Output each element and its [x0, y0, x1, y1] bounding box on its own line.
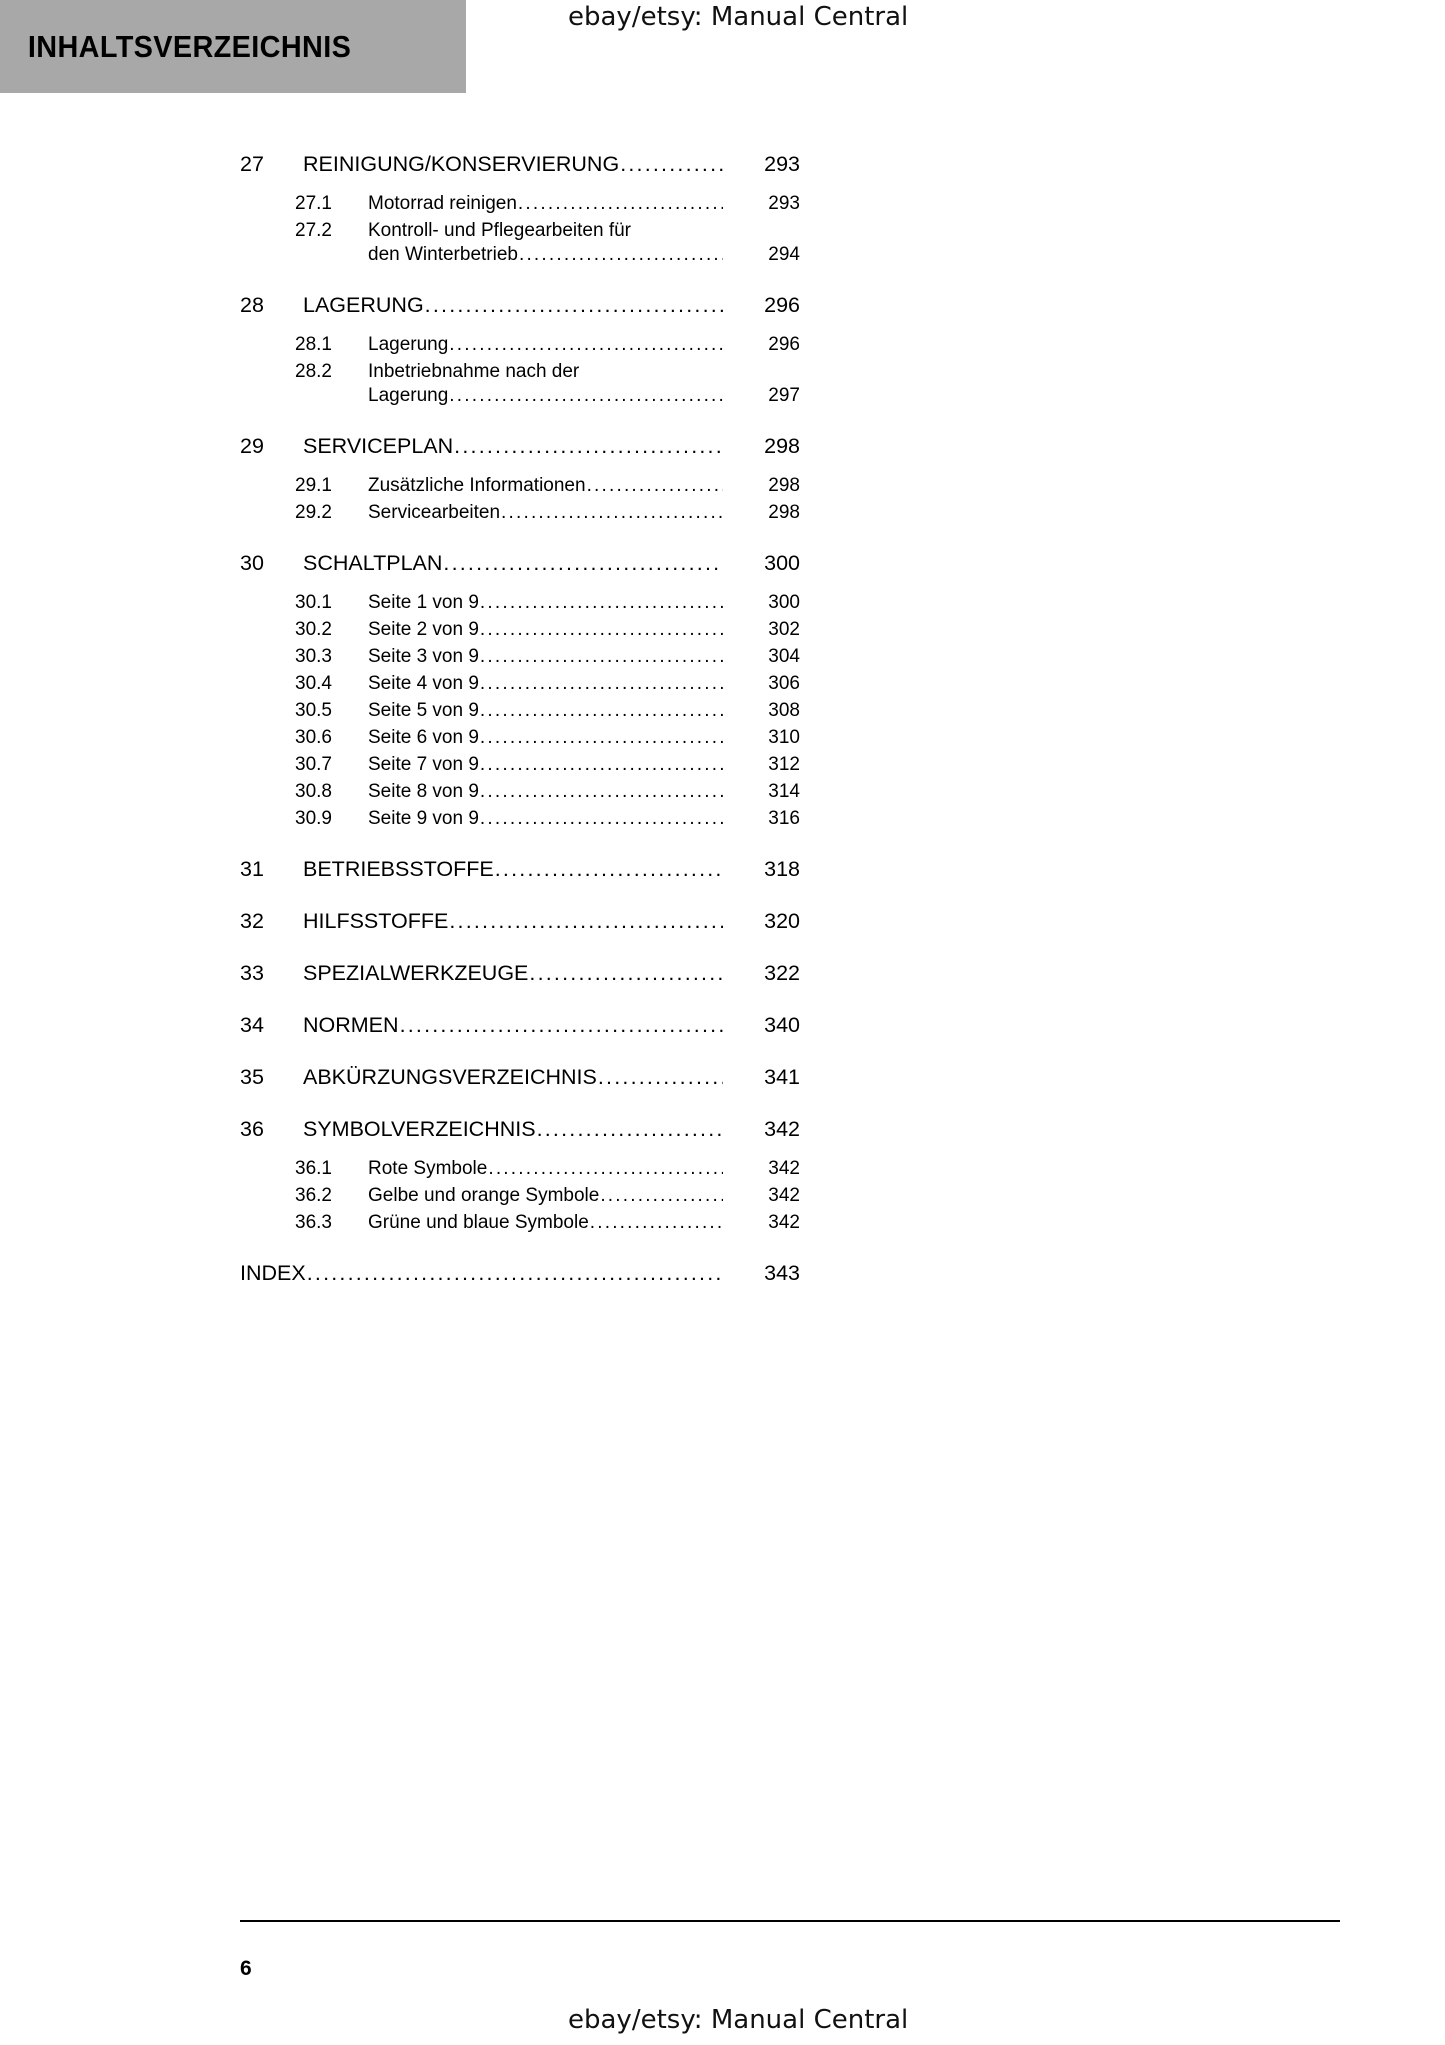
toc-leader-dots: [449, 385, 723, 407]
toc-section-row[interactable]: [0, 754, 800, 776]
toc-entry-body: [303, 1065, 800, 1090]
toc-leader-dots: [529, 961, 723, 986]
toc-entry-number: 28.2: [295, 361, 332, 382]
page-header: [0, 0, 1445, 100]
toc-chapter-row[interactable]: [0, 1065, 800, 1090]
toc-section-row[interactable]: [0, 193, 800, 215]
toc-entry-line: [368, 361, 800, 383]
toc-entry-title: NORMEN: [303, 1013, 399, 1037]
toc-section-row[interactable]: [0, 808, 800, 830]
toc-leader-dots: [307, 1261, 723, 1286]
page-title: INHALTSVERZEICHNIS: [27, 28, 352, 64]
toc-entry-title-continued: den Winterbetrieb: [368, 244, 518, 265]
toc-entry-line: [368, 502, 800, 524]
toc-entry-number: 27: [240, 152, 264, 176]
toc-entry-body: [368, 727, 800, 749]
toc-entry-number: 30.9: [295, 808, 332, 829]
toc-entry-page-number: 314: [768, 781, 800, 802]
toc-entry-title: Servicearbeiten: [368, 502, 501, 523]
toc-entry-number: 30.8: [295, 781, 332, 802]
toc-entry-line: [368, 727, 800, 749]
toc-entry-number: 32: [240, 909, 264, 933]
toc-entry-line: [303, 434, 800, 459]
toc-entry-page-number: 342: [768, 1158, 800, 1179]
toc-entry-page-number: 304: [768, 646, 800, 667]
toc-entry-page-number: 308: [768, 700, 800, 721]
toc-entry-title: Gelbe und orange Symbole: [368, 1185, 600, 1206]
toc-leader-dots: [488, 1158, 723, 1180]
toc-entry-page-number: 343: [764, 1261, 800, 1285]
toc-entry-page-number: 302: [768, 619, 800, 640]
toc-entry-page-number: 293: [764, 152, 800, 176]
toc-entry-line: [368, 673, 800, 695]
toc-section-row[interactable]: [0, 592, 800, 614]
toc-entry-number: 30.5: [295, 700, 332, 721]
toc-chapter-row[interactable]: [0, 857, 800, 882]
toc-entry-title: Rote Symbole: [368, 1158, 488, 1179]
toc-leader-dots: [480, 808, 723, 830]
toc-entry-title: HILFSSTOFFE: [303, 909, 449, 933]
toc-entry-line: [303, 1117, 800, 1142]
toc-entry-body: [240, 1261, 800, 1286]
toc-chapter-row[interactable]: [0, 551, 800, 576]
toc-entry-page-number: 342: [764, 1117, 800, 1141]
toc-entry-title: REINIGUNG/KONSERVIERUNG: [303, 152, 620, 176]
toc-entry-page-number: 297: [768, 385, 800, 406]
toc-leader-dots: [480, 619, 723, 641]
toc-entry-number: 30.7: [295, 754, 332, 775]
toc-entry-page-number: 312: [768, 754, 800, 775]
toc-entry-number: 33: [240, 961, 264, 985]
toc-entry-body: [368, 754, 800, 776]
toc-entry-title: Seite 4 von 9: [368, 673, 479, 694]
toc-entry-page-number: 306: [768, 673, 800, 694]
toc-entry-line: [368, 700, 800, 722]
toc-section-row[interactable]: [0, 673, 800, 695]
toc-entry-title: Seite 2 von 9: [368, 619, 479, 640]
toc-entry-line: [368, 193, 800, 215]
toc-leader-dots: [480, 646, 723, 668]
toc-entry-number: 28: [240, 293, 264, 317]
toc-entry-body: [368, 475, 800, 497]
toc-entry-title: Seite 7 von 9: [368, 754, 479, 775]
toc-entry-title: Seite 1 von 9: [368, 592, 479, 613]
toc-chapter-row[interactable]: [0, 909, 800, 934]
toc-entry-title: SPEZIALWERKZEUGE: [303, 961, 529, 985]
toc-entry-line: [368, 475, 800, 497]
toc-entry-page-number: 320: [764, 909, 800, 933]
toc-entry-line: [368, 646, 800, 668]
footer-page-number: 6: [240, 1957, 252, 1980]
toc-entry-number: 29.2: [295, 502, 332, 523]
toc-chapter-row[interactable]: [0, 1013, 800, 1038]
toc-entry-page-number: 318: [764, 857, 800, 881]
toc-entry-body: [303, 1013, 800, 1038]
toc-entry-body: [303, 1117, 800, 1142]
table-of-contents: [0, 152, 1445, 1286]
toc-section-row[interactable]: [0, 334, 800, 356]
toc-entry-number: 30: [240, 551, 264, 575]
toc-leader-dots: [495, 857, 723, 882]
toc-entry-body: [368, 220, 800, 266]
toc-entry-page-number: 342: [768, 1185, 800, 1206]
toc-entry-body: [368, 502, 800, 524]
toc-entry-body: [368, 1158, 800, 1180]
toc-entry-page-number: 310: [768, 727, 800, 748]
toc-entry-body: [368, 781, 800, 803]
toc-entry-title: INDEX: [240, 1261, 306, 1285]
toc-entry-line: [368, 781, 800, 803]
footer-divider: [240, 1920, 1340, 1922]
toc-entry-number: 29: [240, 434, 264, 458]
toc-entry-line: [240, 1261, 800, 1286]
toc-entry-body: [368, 334, 800, 356]
toc-section-row[interactable]: [0, 361, 800, 407]
toc-leader-dots: [449, 909, 723, 934]
toc-entry-page-number: 316: [768, 808, 800, 829]
toc-chapter-row[interactable]: [0, 152, 800, 177]
toc-entry-title: Seite 8 von 9: [368, 781, 479, 802]
toc-leader-dots: [443, 551, 723, 576]
toc-leader-dots: [519, 244, 723, 266]
toc-entry-line: [368, 334, 800, 356]
toc-entry-body: [303, 961, 800, 986]
toc-entry-body: [303, 434, 800, 459]
toc-entry-body: [368, 193, 800, 215]
toc-entry-number: 30.2: [295, 619, 332, 640]
toc-entry-body: [303, 857, 800, 882]
toc-section-row[interactable]: [0, 1185, 800, 1207]
toc-leader-dots: [518, 193, 723, 215]
toc-entry-title: SCHALTPLAN: [303, 551, 443, 575]
toc-leader-dots: [480, 673, 723, 695]
toc-entry-title: SYMBOLVERZEICHNIS: [303, 1117, 536, 1141]
toc-section-row[interactable]: [0, 619, 800, 641]
toc-entry-title: SERVICEPLAN: [303, 434, 454, 458]
toc-section-row[interactable]: [0, 781, 800, 803]
toc-entry-number: 30.3: [295, 646, 332, 667]
toc-entry-title: Seite 9 von 9: [368, 808, 479, 829]
toc-entry-line: [303, 551, 800, 576]
toc-entry-page-number: 294: [768, 244, 800, 265]
toc-chapter-row[interactable]: [0, 1117, 800, 1142]
toc-entry-title: Seite 3 von 9: [368, 646, 479, 667]
toc-entry-number: 36: [240, 1117, 264, 1141]
toc-entry-number: 36.2: [295, 1185, 332, 1206]
toc-entry-number: 30.1: [295, 592, 332, 613]
toc-entry-body: [303, 551, 800, 576]
toc-entry-title: BETRIEBSSTOFFE: [303, 857, 494, 881]
toc-entry-number: 30.6: [295, 727, 332, 748]
toc-entry-title: ABKÜRZUNGSVERZEICHNIS: [303, 1065, 597, 1089]
toc-section-row[interactable]: [0, 220, 800, 266]
toc-entry-body: [368, 646, 800, 668]
toc-entry-number: 34: [240, 1013, 264, 1037]
toc-leader-dots: [480, 781, 723, 803]
toc-leader-dots: [480, 700, 723, 722]
toc-entry-title: Grüne und blaue Symbole: [368, 1212, 589, 1233]
toc-leader-dots: [425, 293, 723, 318]
toc-entry-page-number: 300: [768, 592, 800, 613]
toc-leader-dots: [480, 592, 723, 614]
toc-entry-line: [303, 152, 800, 177]
watermark-bottom: ebay/etsy: Manual Central: [568, 2005, 909, 2035]
toc-entry-title: LAGERUNG: [303, 293, 424, 317]
toc-entry-body: [303, 152, 800, 177]
toc-list: [0, 152, 1445, 1286]
toc-leader-dots: [400, 1013, 723, 1038]
toc-entry-page-number: 300: [764, 551, 800, 575]
toc-leader-dots: [590, 1212, 723, 1234]
toc-entry-title-continued: Lagerung: [368, 385, 449, 406]
toc-entry-line: [368, 619, 800, 641]
toc-leader-dots: [598, 1065, 723, 1090]
toc-entry-line: [303, 293, 800, 318]
toc-leader-dots: [449, 334, 723, 356]
toc-chapter-row[interactable]: [0, 293, 800, 318]
toc-entry-line: [303, 857, 800, 882]
toc-leader-dots: [454, 434, 723, 459]
toc-entry-title: Inbetriebnahme nach der: [368, 361, 580, 382]
toc-entry-title: Seite 6 von 9: [368, 727, 479, 748]
toc-entry-page-number: 296: [764, 293, 800, 317]
toc-entry-number: 31: [240, 857, 264, 881]
toc-entry-page-number: 341: [764, 1065, 800, 1089]
toc-entry-page-number: 298: [768, 502, 800, 523]
toc-entry-number: 36.3: [295, 1212, 332, 1233]
toc-entry-body: [368, 619, 800, 641]
toc-entry-line: [368, 220, 800, 242]
toc-entry-body: [303, 293, 800, 318]
toc-leader-dots: [480, 727, 723, 749]
toc-entry-page-number: 296: [768, 334, 800, 355]
toc-leader-dots: [620, 152, 723, 177]
toc-entry-page-number: 340: [764, 1013, 800, 1037]
toc-entry-line: [303, 909, 800, 934]
toc-entry-line: [303, 961, 800, 986]
toc-entry-page-number: 293: [768, 193, 800, 214]
toc-entry-line: [368, 244, 800, 266]
toc-section-row[interactable]: [0, 502, 800, 524]
toc-entry-title: Motorrad reinigen: [368, 193, 517, 214]
toc-entry-body: [368, 592, 800, 614]
toc-entry-line: [368, 385, 800, 407]
toc-entry-body: [368, 1212, 800, 1234]
toc-entry-line: [368, 754, 800, 776]
toc-entry-title: Lagerung: [368, 334, 449, 355]
toc-entry-line: [368, 1212, 800, 1234]
toc-entry-body: [368, 808, 800, 830]
toc-entry-title: Seite 5 von 9: [368, 700, 479, 721]
toc-leader-dots: [600, 1185, 723, 1207]
toc-entry-number: 30.4: [295, 673, 332, 694]
toc-entry-page-number: 342: [768, 1212, 800, 1233]
toc-chapter-row[interactable]: [0, 434, 800, 459]
toc-chapter-row[interactable]: [0, 961, 800, 986]
toc-entry-line: [368, 1158, 800, 1180]
toc-entry-line: [303, 1065, 800, 1090]
toc-leader-dots: [537, 1117, 723, 1142]
toc-entry-line: [303, 1013, 800, 1038]
toc-entry-number: 35: [240, 1065, 264, 1089]
toc-entry-page-number: 322: [764, 961, 800, 985]
toc-entry-body: [303, 909, 800, 934]
toc-entry-line: [368, 1185, 800, 1207]
toc-entry-body: [368, 700, 800, 722]
toc-entry-body: [368, 1185, 800, 1207]
toc-leader-dots: [501, 502, 723, 524]
toc-entry-number: 27.1: [295, 193, 332, 214]
toc-entry-title: Kontroll- und Pflegearbeiten für: [368, 220, 631, 241]
toc-entry-line: [368, 808, 800, 830]
toc-section-row[interactable]: [0, 475, 800, 497]
toc-entry-number: 29.1: [295, 475, 332, 496]
toc-entry-number: 28.1: [295, 334, 332, 355]
toc-entry-body: [368, 673, 800, 695]
toc-chapter-row[interactable]: [0, 1261, 800, 1286]
toc-section-row[interactable]: [0, 1212, 800, 1234]
toc-entry-page-number: 298: [768, 475, 800, 496]
toc-entry-number: 36.1: [295, 1158, 332, 1179]
toc-leader-dots: [480, 754, 723, 776]
toc-section-row[interactable]: [0, 727, 800, 749]
toc-entry-line: [368, 592, 800, 614]
toc-section-row[interactable]: [0, 646, 800, 668]
toc-section-row[interactable]: [0, 700, 800, 722]
toc-section-row[interactable]: [0, 1158, 800, 1180]
toc-entry-number: 27.2: [295, 220, 332, 241]
toc-entry-body: [368, 361, 800, 407]
toc-leader-dots: [587, 475, 723, 497]
watermark-top: ebay/etsy: Manual Central: [568, 2, 909, 32]
toc-entry-page-number: 298: [764, 434, 800, 458]
section-title-tab: [0, 0, 466, 93]
toc-entry-title: Zusätzliche Informationen: [368, 475, 586, 496]
